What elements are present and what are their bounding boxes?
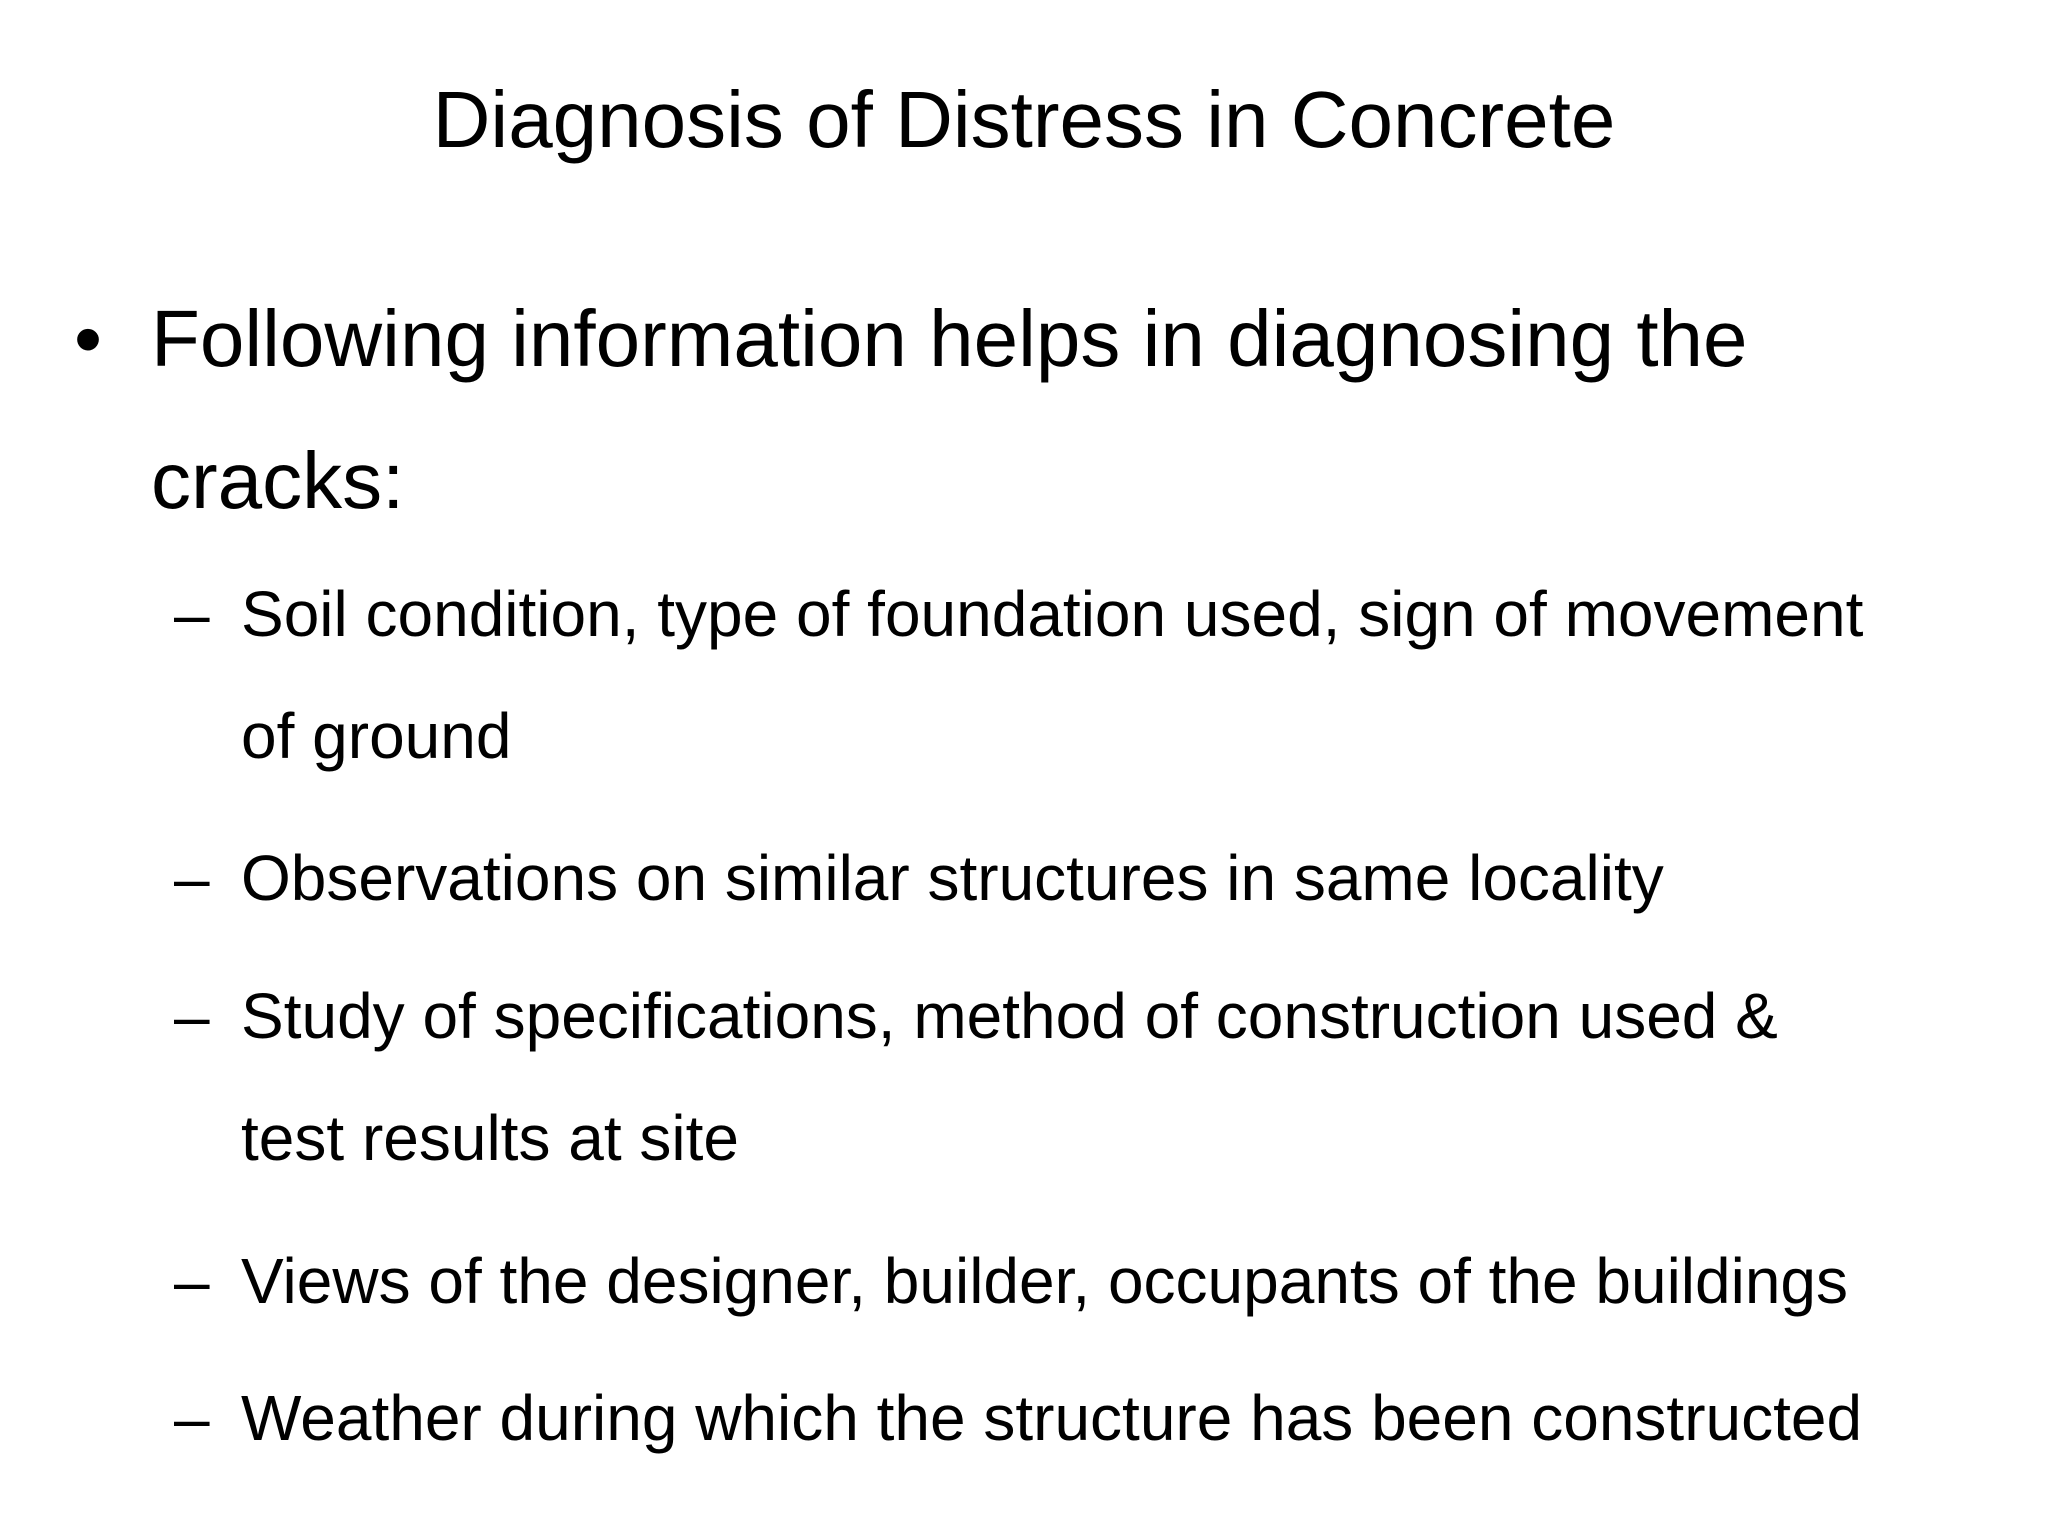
sub-bullet-line-1: Weather during which the structure has been constructed [241,1382,1863,1454]
sub-bullet-line-1: Views of the designer, builder, occupants of the buildings [241,1245,1848,1317]
dash-marker: – [174,1245,210,1317]
bullet-marker: • [74,294,103,383]
dash-marker: – [174,578,210,650]
main-bullet-line-1: Following information helps in diagnosing the [151,294,1748,383]
sub-bullet-text [241,1220,2031,1342]
sub-bullet-text [241,817,2031,939]
dash-marker: – [174,1382,210,1454]
sub-bullet-text [241,553,2031,797]
dash-marker: – [174,980,210,1052]
sub-bullet-text [241,1357,2031,1479]
dash-marker: – [174,842,210,914]
sub-bullet-line-2: of ground [241,700,512,772]
sub-bullet-line-1: Soil condition, type of foundation used, sign of movement [241,578,1864,650]
sub-bullet-text [241,955,2031,1199]
sub-bullet-line-1: Observations on similar structures in same locality [241,842,1664,914]
main-bullet-line-2: cracks: [151,436,405,525]
main-bullet-text [151,268,1971,552]
sub-bullet-line-2: test results at site [241,1102,739,1174]
slide-title: Diagnosis of Distress in Concrete [432,75,1616,164]
sub-bullet-line-1: Study of specifications, method of construction used & [241,980,1778,1052]
